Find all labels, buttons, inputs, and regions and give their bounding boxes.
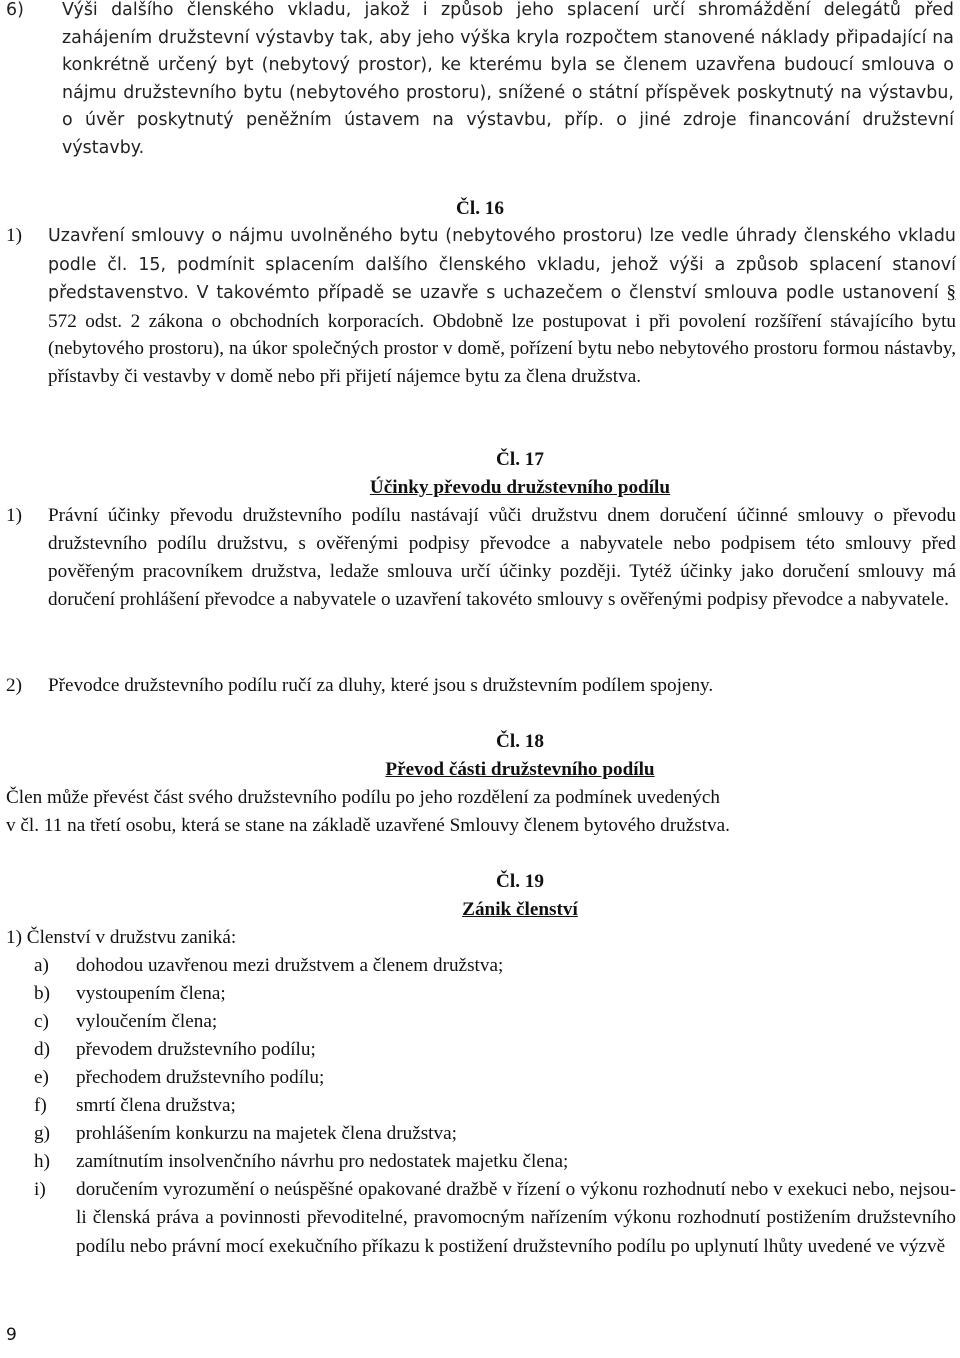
art17-item-1 xyxy=(0,502,960,614)
item-text-part2: 572 odst. 2 zákona o obchodních korporacích. Obdobně lze postupovat i při povolení rozšíření stávajícího bytu (nebytového prostoru), na úkor společných prostor v domě, pořízení bytu nebo nebytového prostoru formou nástavby, přístavby či vestavby v domě nebo při přijetí nájemce bytu za člena družstva. xyxy=(48,310,956,387)
list-label: a) xyxy=(34,955,49,976)
list-label: b) xyxy=(34,983,50,1004)
list-item xyxy=(0,1148,960,1176)
list-text: vyloučením člena; xyxy=(76,1011,218,1032)
list-label: h) xyxy=(34,1151,50,1172)
item-number: 6) xyxy=(6,0,24,20)
list-item xyxy=(0,1092,960,1120)
item-number: 1) xyxy=(6,505,22,526)
list-label: c) xyxy=(34,1011,49,1032)
list-item xyxy=(0,980,960,1008)
item-text-part1: Uzavření smlouvy o nájmu uvolněného bytu (nebytového prostoru) lze vedle úhrady členského vkladu podle čl. 15, podmínit splacením dalšího členského vkladu, jehož výši a způsob splacení stanoví představenstvo. V takovémto případě se uzavře s uchazečem o členství smlouva podle ustanovení xyxy=(48,226,956,304)
list-text: doručením vyrozumění o neúspěšné opakované dražbě v řízení o výkonu rozhodnutí nebo v exekuci nebo, nejsou-li členská práva a povinnosti převoditelné, pravomocným nařízením výkonu rozhodnutí postižením družstevního podílu nebo právní mocí exekučního příkazu k postižení družstevního podílu po uplynutí lhůty uvedené ve výzvě xyxy=(76,1179,956,1257)
list-text: zamítnutím insolvenčního návrhu pro nedostatek majetku člena; xyxy=(76,1151,569,1172)
item-text xyxy=(48,222,956,391)
item-text: Právní účinky převodu družstevního podílu nastávají vůči družstvu dnem doručení účinné smlouvy o převodu družstevního podílu družstvu, s ověřenými podpisy převodce a nabyvatele nebo podpisem této smlouvy před pověřeným pracovníkem družstva, ledaže smlouva určí účinky později. Tytéž účinky jako doručení smlouvy má doručení prohlášení převodce a nabyvatele o uzavření takovéto smlouvy s ověřenými podpisy převodce a nabyvatele. xyxy=(48,505,956,610)
page-number: 9 xyxy=(6,1325,17,1345)
list-label: d) xyxy=(34,1039,50,1060)
art19-heading: Čl. 19 xyxy=(496,871,544,892)
list-item xyxy=(0,1120,960,1148)
art17-heading: Čl. 17 xyxy=(496,449,544,470)
list-item xyxy=(0,952,960,980)
list-item xyxy=(0,1064,960,1092)
list-text: dohodou uzavřenou mezi družstvem a členem družstva; xyxy=(76,955,504,976)
art18-title: Převod části družstevního podílu xyxy=(385,759,655,780)
list-item xyxy=(0,1008,960,1036)
list-label: e) xyxy=(34,1067,49,1088)
section-sign: § xyxy=(946,282,956,304)
list-label: f) xyxy=(34,1095,47,1116)
art18-heading: Čl. 18 xyxy=(496,731,544,752)
item-text: Převodce družstevního podílu ručí za dluhy, které jsou s družstevním podílem spojeny. xyxy=(48,675,714,696)
art16-item-1 xyxy=(0,222,960,391)
item-number: 2) xyxy=(6,675,22,696)
art18-line-2: v čl. 11 na třetí osobu, která se stane na základě uzavřené Smlouvy členem bytového družstva. xyxy=(6,815,730,836)
art16-heading: Čl. 16 xyxy=(456,198,504,219)
list-text: prohlášením konkurzu na majetek člena družstva; xyxy=(76,1123,457,1144)
list-text: převodem družstevního podílu; xyxy=(76,1039,316,1060)
art17-item-2 xyxy=(0,672,960,700)
art15-item-6 xyxy=(0,0,960,163)
list-label: g) xyxy=(34,1123,50,1144)
list-item xyxy=(0,1176,960,1261)
art19-intro: 1) Členství v družstvu zaniká: xyxy=(6,927,237,948)
art18-line-1: Člen může převést část svého družstevního podílu po jeho rozdělení za podmínek uvedených xyxy=(6,787,720,808)
list-text: smrtí člena družstva; xyxy=(76,1095,236,1116)
termination-list xyxy=(0,952,960,1261)
list-text: vystoupením člena; xyxy=(76,983,226,1004)
list-item xyxy=(0,1036,960,1064)
list-text: přechodem družstevního podílu; xyxy=(76,1067,325,1088)
art19-title: Zánik členství xyxy=(462,899,578,920)
list-label: i) xyxy=(34,1179,46,1200)
item-number: 1) xyxy=(6,225,22,246)
art17-title: Účinky převodu družstevního podílu xyxy=(369,477,671,498)
item-text: Výši dalšího členského vkladu, jakož i způsob jeho splacení určí shromáždění delegátů před zahájením družstevní výstavby tak, aby jeho výška kryla rozpočtem stanovené náklady připadající na konkrétně určený byt (nebytový prostor), ke kterému byla se členem uzavřena budoucí smlouva o nájmu družstevního bytu (nebytového prostoru), snížené o státní příspěvek poskytnutý na výstavbu, o úvěr poskytnutý peněžním ústavem na výstavbu, příp. o jiné zdroje financování družstevní výstavby. xyxy=(62,0,954,158)
